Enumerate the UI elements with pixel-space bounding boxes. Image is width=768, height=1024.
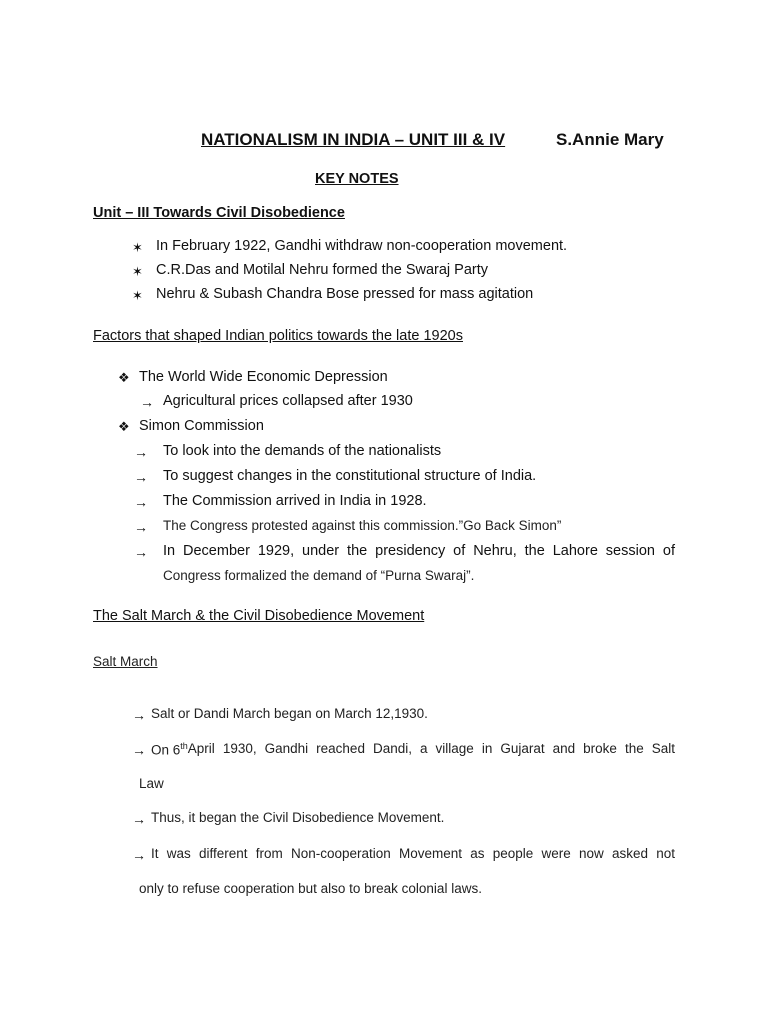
salt-point-2-pre: On 6 [151,742,181,758]
unit3-bullet-2: C.R.Das and Motilal Nehru formed the Swaraj Party [156,262,489,278]
salt-point-4: It was different from Non-cooperation Movement as people were now asked not [151,846,675,861]
depression-point: Agricultural prices collapsed after 1930 [163,393,413,409]
page-subtitle: KEY NOTES [315,171,399,187]
unit3-bullet-1: In February 1922, Gandhi withdraw non-cooperation movement. [156,238,568,254]
star-bullet-icon: ✶ [132,288,143,303]
arrow-icon: → [132,707,146,723]
arrow-icon: → [132,742,146,758]
ordinal-suffix: th [180,741,188,751]
factor-simon: Simon Commission [139,418,264,434]
simon-point-3: The Commission arrived in India in 1928. [163,493,427,509]
star-bullet-icon: ✶ [132,264,143,279]
diamond-bullet-icon: ❖ [118,370,130,385]
arrow-icon: → [134,519,148,535]
arrow-icon: → [132,811,146,827]
salt-point-3: Thus, it began the Civil Disobedience Movement. [151,810,445,825]
salt-point-2-post: April 1930, Gandhi reached Dandi, a village in Gujarat and broke the Salt [187,741,675,756]
page-title: NATIONALISM IN INDIA – UNIT III & IV [201,130,506,149]
arrow-icon: → [140,394,154,410]
diamond-bullet-icon: ❖ [118,419,130,434]
unit3-bullet-3: Nehru & Subash Chandra Bose pressed for mass agitation [156,286,534,302]
salt-heading: The Salt March & the Civil Disobedience Movement [93,608,425,624]
salt-point-2-cont: Law [139,776,164,791]
salt-point-2-lead [151,741,188,758]
unit3-heading: Unit – III Towards Civil Disobedience [93,205,345,221]
simon-point-5: In December 1929, under the presidency of Nehru, the Lahore session of [163,543,675,559]
salt-subheading: Salt March [93,654,158,669]
salt-point-2 [151,741,675,758]
star-bullet-icon: ✶ [132,240,143,255]
simon-point-4: The Congress protested against this commission.”Go Back Simon” [163,518,562,533]
author-name: S.Annie Mary [556,130,664,149]
factors-heading: Factors that shaped Indian politics towards the late 1920s [93,328,463,344]
arrow-icon: → [132,847,146,863]
simon-point-2: To suggest changes in the constitutional structure of India. [163,468,537,484]
arrow-icon: → [134,544,148,560]
arrow-icon: → [134,469,148,485]
arrow-icon: → [134,494,148,510]
arrow-icon: → [134,444,148,460]
salt-point-4-cont: only to refuse cooperation but also to break colonial laws. [139,881,482,896]
simon-point-5-cont: Congress formalized the demand of “Purna Swaraj”. [163,568,475,583]
salt-point-1: Salt or Dandi March began on March 12,1930. [151,706,428,721]
simon-point-1: To look into the demands of the nationalists [163,443,442,459]
factor-depression: The World Wide Economic Depression [139,369,388,385]
